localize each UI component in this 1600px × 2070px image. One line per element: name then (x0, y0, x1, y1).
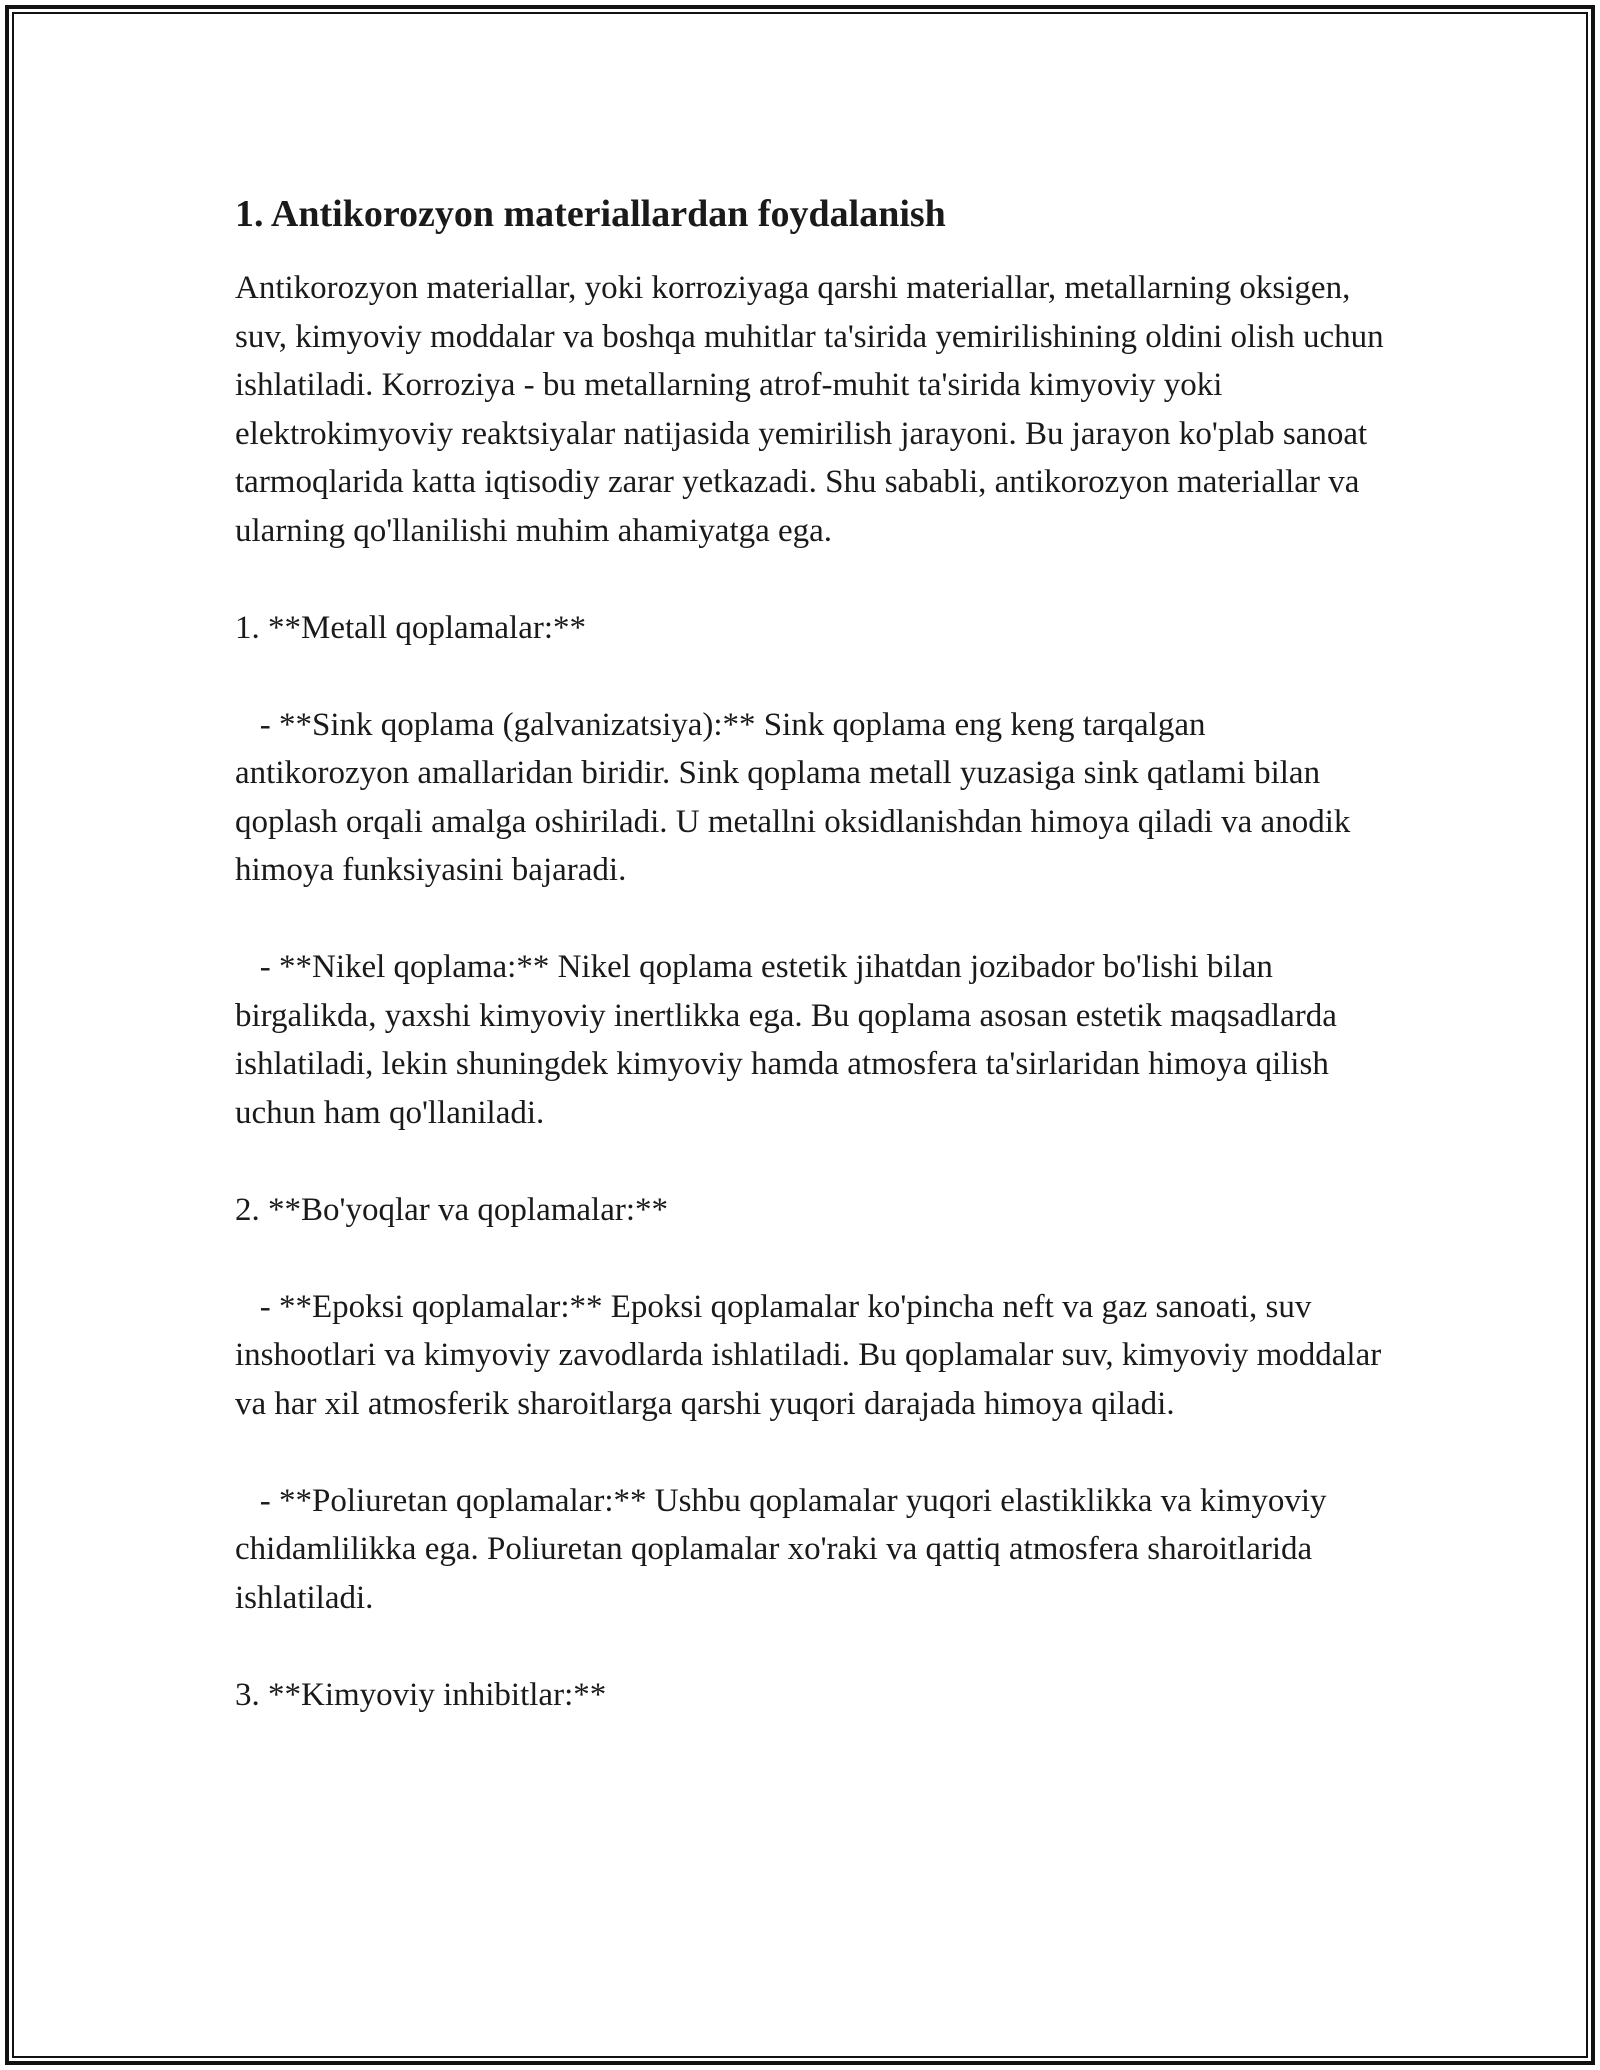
list-item-nickel-coating: - **Nikel qoplama:** Nikel qoplama estetik jihatdan jozibador bo'lishi bilan birgalikda, yaxshi kimyoviy inertlikka ega. Bu qoplama asosan estetik maqsadlarda ishlatiladi, lekin shuningdek kimyoviy hamda atmosfera ta'sirlaridan himoya qilish uchun ham qo'llaniladi. (235, 949, 1346, 1131)
section-heading-paints-coatings: 2. **Bo'yoqlar va qoplamalar:** (235, 1191, 669, 1228)
document-title: 1. Antikorozyon materiallardan foydalanish (235, 193, 946, 235)
spacer (235, 555, 1385, 604)
document-body (235, 188, 1392, 1719)
section-heading-metal-coatings: 1. **Metall qoplamalar:** (235, 609, 586, 646)
spacer (235, 1234, 1385, 1283)
list-item-zinc-coating: - **Sink qoplama (galvanizatsiya):** Sink qoplama eng keng tarqalgan antikorozyon amallaridan biridir. Sink qoplama metall yuzasiga sink qatlami bilan qoplash orqali amalga oshiriladi. U metallni oksidlanishdan himoya qiladi va anodik himoya funksiyasini bajaradi. (235, 706, 1359, 888)
spacer (235, 1428, 1385, 1477)
spacer (235, 652, 1385, 701)
spacer (235, 1137, 1385, 1186)
spacer (235, 1622, 1385, 1671)
spacer (235, 895, 1385, 944)
list-item-polyurethane-coatings: - **Poliuretan qoplamalar:** Ushbu qoplamalar yuqori elastiklikka va kimyoviy chidamlilikka ega. Poliuretan qoplamalar xo'raki va qattiq atmosfera sharoitlarida ishlatiladi. (235, 1482, 1335, 1616)
section-heading-chemical-inhibitors: 3. **Kimyoviy inhibitlar:** (235, 1676, 607, 1713)
list-item-epoxy-coatings: - **Epoksi qoplamalar:** Epoksi qoplamalar ko'pincha neft va gaz sanoati, suv inshootlari va kimyoviy zavodlarda ishlatiladi. Bu qoplamalar suv, kimyoviy moddalar va har xil atmosferik sharoitlarga qarshi yuqori darajada himoya qiladi. (235, 1288, 1390, 1422)
intro-paragraph: Antikorozyon materiallar, yoki korroziyaga qarshi materiallar, metallarning oksigen, suv, kimyoviy moddalar va boshqa muhitlar ta'sirida yemirilishining oldini olish uchun ishlatiladi. Korroziya - bu metallarning atrof-muhit ta'sirida kimyoviy yoki elektrokimyoviy reaktsiyalar natijasida yemirilish jarayoni. Bu jarayon ko'plab sanoat tarmoqlarida katta iqtisodiy zarar yetkazadi. Shu sababli, antikorozyon materiallar va ularning qo'llanilishi muhim ahamiyatga ega. (235, 270, 1392, 549)
